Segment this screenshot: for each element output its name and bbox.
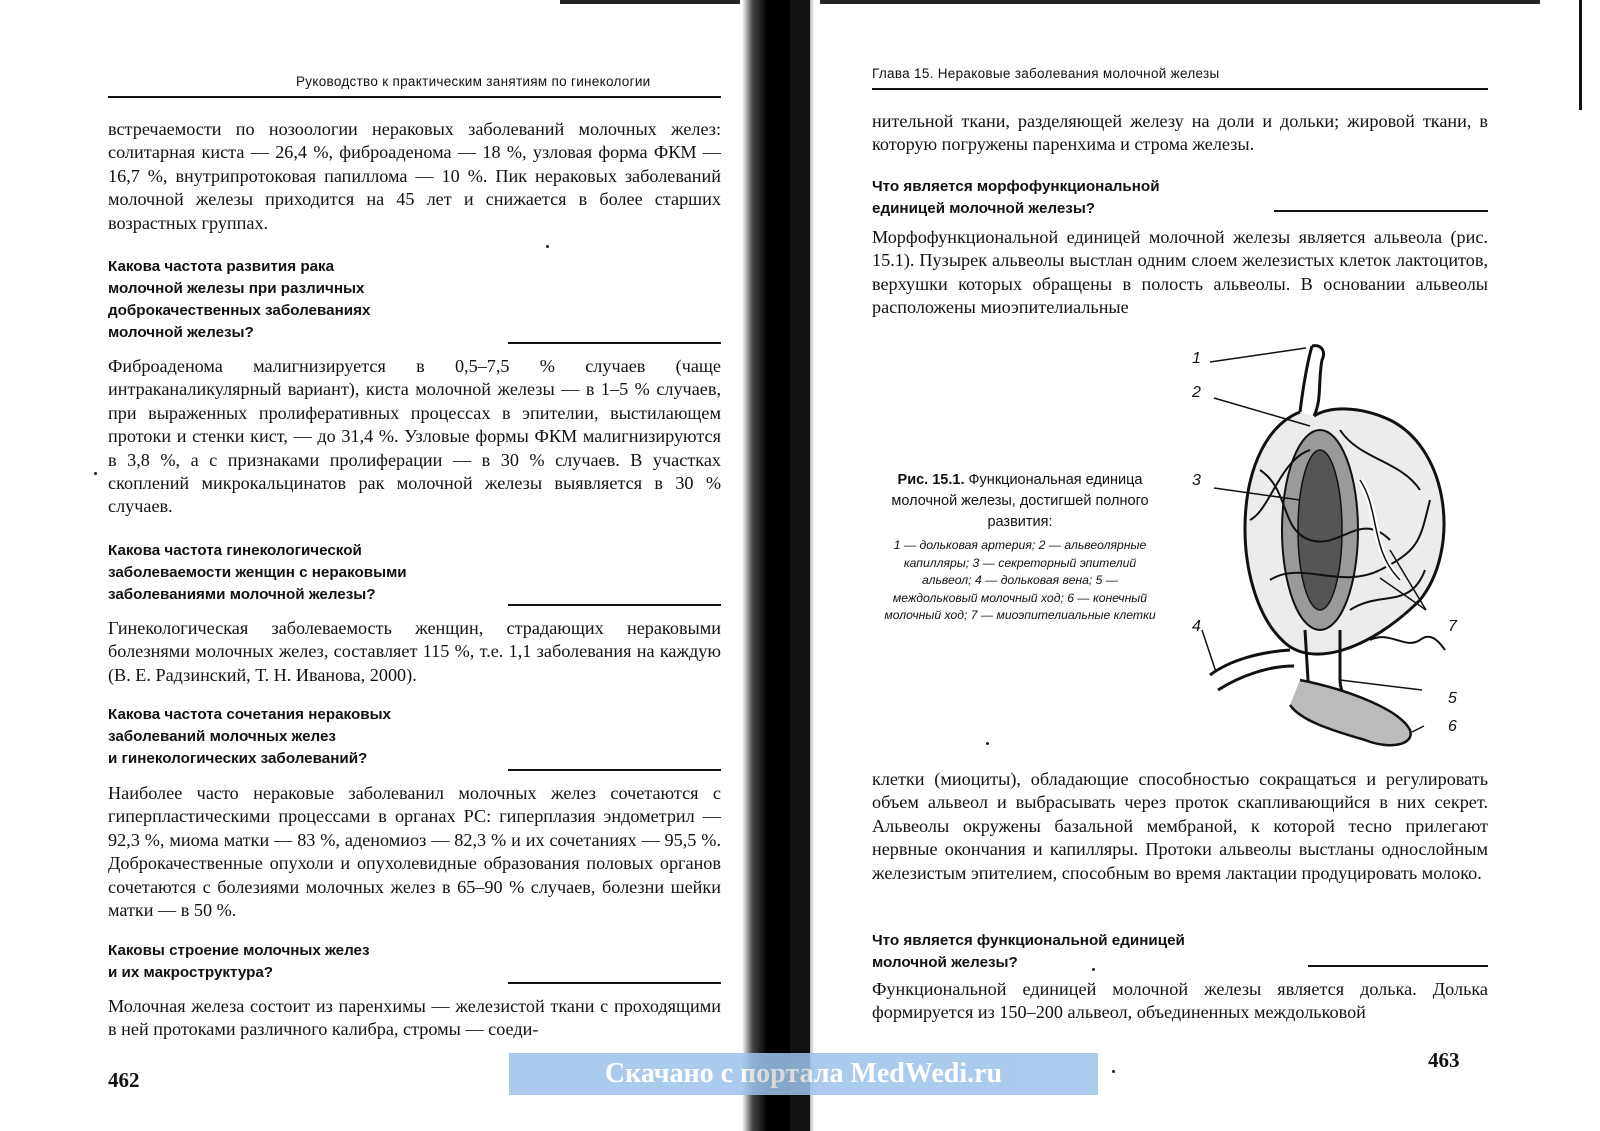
figure-label: 3 [1192, 472, 1201, 489]
question-heading: Каковы строение молочных желез и их макроструктура? [108, 942, 370, 981]
figure-caption-number: Рис. 15.1. [897, 472, 965, 488]
figure-caption-text: Функциональная единица молочной железы, достигшей полного развития: [891, 472, 1149, 530]
paragraph: Гинекологическая заболеваемость женщин, страдающих нераковыми болезнями молочных желез, составляет 115 %, т.е. 1,1 заболевания на каждую (В. Е. Радзинский, Т. Н. Иванова, 2000). [108, 618, 721, 685]
question-heading: Какова частота гинекологической заболеваемости женщин с нераковыми заболеваниями молочной железы? [108, 542, 407, 603]
paragraph: клетки (миоциты), обладающие способностью сокращаться и регулировать объем альвеол и выбрасывать через проток скапливающийся в них секрет. Альвеолы окружены базальной мембраной, к которой тесно прилегают нервные окончания и капилляры. Протоки альвеолы выстланы однослойным железистым эпителием, способным во время лактации продуцировать молоко. [872, 769, 1488, 883]
figure-label: 4 [1192, 618, 1201, 635]
running-header-right: Глава 15. Нераковые заболевания молочной железы [872, 66, 1220, 81]
header-rule-left [108, 96, 721, 98]
figure-caption [880, 470, 1160, 625]
heading-rule [1308, 965, 1488, 967]
running-header-left: Руководство к практическим занятиям по гинекологии [296, 74, 651, 89]
heading-rule [508, 342, 721, 344]
paragraph: Наиболее часто нераковые заболеванил молочных желез сочетаются с гиперпластическими процессами в органах РС: гиперплазия эндометрил — 92,3 %, миома матки — 83 %, аденомиоз — 82,3 % и их сочетаниях — 95,5 %. Доброкачественные опухоли и опухолевидные образования половых органов сочетаются с болезиями молочных желез в 65–90 % случаев, болезни шейки матки — в 50 %. [108, 783, 721, 921]
heading-rule [508, 982, 721, 984]
question-heading: Что является функциональной единицей молочной железы? [872, 932, 1185, 971]
paragraph: Функциональной единицей молочной железы является долька. Долька формируется из 150–200 альвеол, объединенных междольковой [872, 979, 1488, 1023]
alveolus-drawing [1190, 340, 1490, 770]
question-heading: Что является морфофункциональной единицей молочной железы? [872, 178, 1160, 217]
scan-speck [1112, 1070, 1115, 1073]
scan-speck [986, 742, 989, 745]
page-number-right: 463 [1428, 1048, 1460, 1072]
scan-speck [546, 245, 549, 248]
left-page [0, 0, 760, 1131]
page-number-left: 462 [108, 1068, 140, 1092]
figure-label: 6 [1448, 718, 1457, 735]
heading-rule [1274, 210, 1488, 212]
header-rule-right [872, 88, 1488, 90]
scan-speck [94, 472, 97, 475]
question-heading: Какова частота развития рака молочной железы при различных доброкачественных заболеваниях молочной железы? [108, 258, 371, 341]
heading-rule [508, 769, 721, 771]
alveolus-illustration [1190, 340, 1490, 770]
watermark-banner: Скачано с портала MedWedi.ru [509, 1053, 1098, 1095]
paragraph: нительной ткани, разделяющей железу на доли и дольки; жировой ткани, в которую погружены паренхима и строма железы. [872, 111, 1488, 155]
figure-label: 5 [1448, 690, 1457, 707]
scan-speck [1092, 968, 1095, 971]
figure-legend: 1 — дольковая артерия; 2 — альвеолярные капилляры; 3 — секреторный эпителий альвеол; 4 — дольковая вена; 5 — междольковый молочный ход; 6 — конечный молочный ход; 7 — миоэпителиальные клетки [884, 538, 1156, 622]
figure-label: 7 [1448, 618, 1457, 635]
figure-label: 1 [1192, 350, 1201, 367]
heading-rule [508, 604, 721, 606]
paragraph: Морфофункциональной единицей молочной железы является альвеола (рис. 15.1). Пузырек альвеолы выстлан одним слоем железистых клеток лактоцитов, верхушки которых обращены в полость альвеолы. В основании альвеолы расположены миоэпителиальные [872, 227, 1488, 318]
paragraph: встречаемости по нозоологии нераковых заболеваний молочных желез: солитарная киста — 26,4 %, фиброаденома — 18 %, узловая форма ФКМ — 16,7 %, внутрипротоковая папиллома — 10 %. Пик нераковых заболеваний молочной железы приходится на 45 лет и снижается в более старших возрастных группах. [108, 119, 721, 233]
paragraph: Фиброаденома малигнизируется в 0,5–7,5 % случаев (чаще интраканаликулярный вариант), киста молочной железы — в 1–5 % случаев, при выраженных пролиферативных процессах в эпителии, выстилающем протоки и стенки кист, — до 31,4 %. Узловые формы ФКМ малигнизируются в 3,8 %, а с признаками пролиферации — в 30 % случаев. В участках скоплений микрокальцинатов рак молочной железы выявляется в 30 % случаев. [108, 356, 721, 517]
paragraph: Молочная железа состоит из паренхимы — железистой ткани с проходящими в ней протоками различного калибра, стромы — соеди- [108, 996, 721, 1040]
figure-caption-title [880, 470, 1160, 533]
question-heading: Какова частота сочетания нераковых заболеваний молочных желез и гинекологических заболеваний? [108, 706, 391, 767]
figure-label: 2 [1192, 384, 1201, 401]
